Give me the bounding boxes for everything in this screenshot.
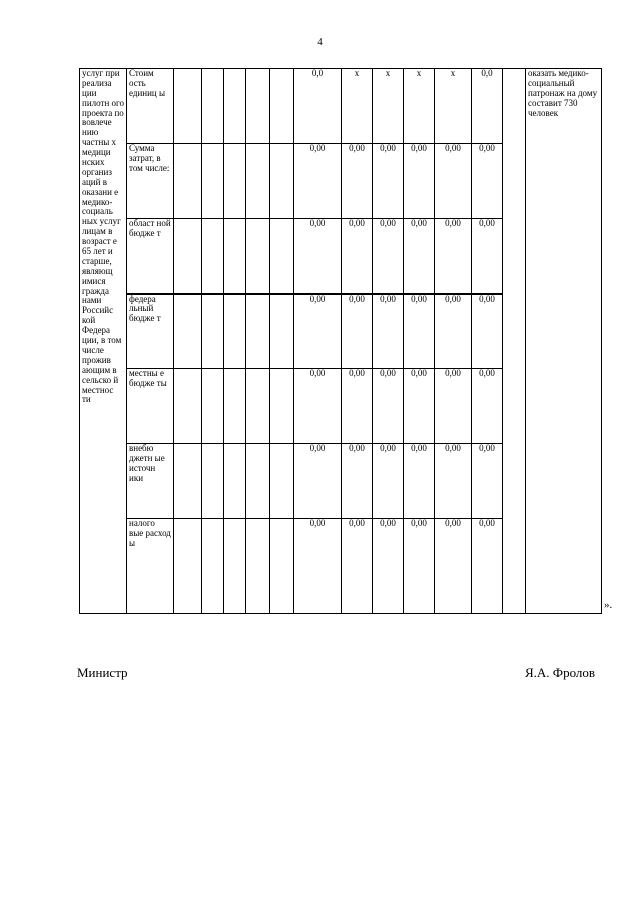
empty-cell	[270, 444, 294, 519]
empty-cell	[270, 144, 294, 219]
funding-source-label: налого вые расход ы	[127, 519, 174, 614]
value-cell: 0,00	[472, 294, 503, 369]
empty-cell	[270, 69, 294, 144]
value-cell: 0,00	[404, 369, 435, 444]
value-cell: 0,00	[404, 444, 435, 519]
budget-table	[79, 68, 602, 614]
empty-cell	[174, 444, 202, 519]
signature-position: Министр	[77, 665, 128, 680]
empty-cell	[202, 219, 224, 294]
empty-cell	[174, 294, 202, 369]
value-cell: 0,00	[472, 369, 503, 444]
empty-cell	[174, 519, 202, 614]
value-cell: 0,00	[472, 444, 503, 519]
empty-cell	[246, 519, 270, 614]
signature-name: Я.А. Фролов	[525, 665, 596, 680]
value-cell: х	[342, 69, 373, 144]
value-cell: 0,00	[373, 519, 404, 614]
empty-cell	[224, 294, 246, 369]
empty-cell	[202, 444, 224, 519]
funding-source-label: федера льный бюдже т	[127, 294, 174, 369]
empty-cell	[174, 219, 202, 294]
value-cell: 0,00	[342, 369, 373, 444]
value-cell: 0,00	[294, 519, 342, 614]
value-cell: х	[373, 69, 404, 144]
empty-cell	[246, 369, 270, 444]
value-cell: 0,00	[342, 144, 373, 219]
value-cell: 0,00	[373, 219, 404, 294]
empty-cell	[224, 219, 246, 294]
value-cell: 0,00	[294, 144, 342, 219]
value-cell: 0,00	[472, 144, 503, 219]
value-cell: 0,00	[404, 294, 435, 369]
value-cell: 0,00	[435, 294, 472, 369]
empty-cell	[174, 144, 202, 219]
empty-cell	[174, 369, 202, 444]
value-cell: 0,00	[373, 144, 404, 219]
empty-cell	[174, 69, 202, 144]
value-cell: 0,00	[404, 144, 435, 219]
empty-cell	[224, 69, 246, 144]
page-number: 4	[317, 36, 323, 48]
value-cell: 0,00	[404, 219, 435, 294]
value-cell: х	[435, 69, 472, 144]
value-cell: 0,00	[435, 519, 472, 614]
empty-cell	[224, 144, 246, 219]
value-cell: 0,00	[342, 519, 373, 614]
value-cell: 0,00	[435, 444, 472, 519]
empty-cell	[224, 369, 246, 444]
empty-cell	[246, 219, 270, 294]
empty-cell	[202, 294, 224, 369]
empty-cell	[224, 519, 246, 614]
value-cell: 0,00	[342, 219, 373, 294]
value-cell: 0,00	[373, 369, 404, 444]
funding-source-label: област ной бюдже т	[127, 219, 174, 294]
empty-cell	[224, 444, 246, 519]
value-cell: х	[404, 69, 435, 144]
empty-cell	[202, 69, 224, 144]
table-row	[80, 69, 602, 144]
empty-cell	[246, 144, 270, 219]
expected-result-cell: оказать медико-социальный патронаж на дому составит 730 человек	[526, 69, 602, 614]
value-cell: 0,00	[342, 294, 373, 369]
value-cell: 0,00	[373, 444, 404, 519]
value-cell: 0,00	[435, 144, 472, 219]
empty-cell	[202, 519, 224, 614]
value-cell: 0,0	[472, 69, 503, 144]
empty-cell	[270, 294, 294, 369]
funding-source-label: Сумма затрат, в том числе:	[127, 144, 174, 219]
value-cell: 0,00	[294, 444, 342, 519]
empty-column-cell	[503, 69, 526, 614]
value-cell: 0,00	[294, 294, 342, 369]
empty-cell	[270, 519, 294, 614]
value-cell: 0,00	[342, 444, 373, 519]
value-cell: 0,00	[404, 519, 435, 614]
empty-cell	[246, 444, 270, 519]
value-cell: 0,00	[294, 219, 342, 294]
value-cell: 0,00	[373, 294, 404, 369]
empty-cell	[270, 369, 294, 444]
value-cell: 0,00	[472, 219, 503, 294]
closing-quote: ».	[604, 599, 613, 611]
value-cell: 0,00	[435, 219, 472, 294]
value-cell: 0,00	[435, 369, 472, 444]
measure-description-cell: услуг при реализа ции пилотн ого проекта по вовлече нию частны х медици нских организ аций в оказани е медико-социаль ных услуг лицам в возраст е 65 лет и старше, являющ имися гражда нами Российс кой Федера ции, в том числе прожив ающим в сельско й местнос ти	[80, 69, 127, 614]
funding-source-label: внебю джетн ые источн ики	[127, 444, 174, 519]
empty-cell	[246, 294, 270, 369]
empty-cell	[246, 69, 270, 144]
value-cell: 0,00	[294, 369, 342, 444]
empty-cell	[202, 144, 224, 219]
funding-source-label: местны е бюдже ты	[127, 369, 174, 444]
value-cell: 0,00	[472, 519, 503, 614]
value-cell: 0,0	[294, 69, 342, 144]
funding-source-label: Стоим ость единиц ы	[127, 69, 174, 144]
empty-cell	[202, 369, 224, 444]
empty-cell	[270, 219, 294, 294]
